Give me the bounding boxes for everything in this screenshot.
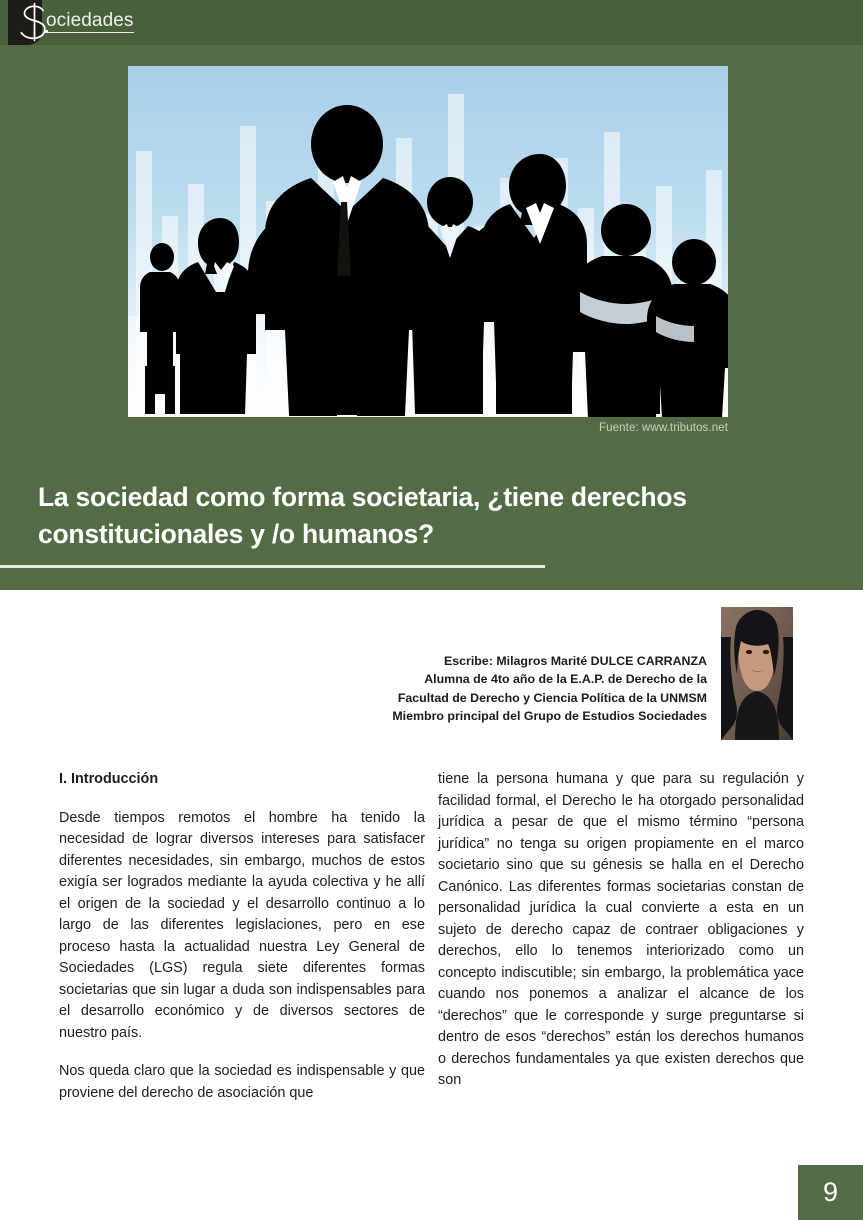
author-byline bbox=[300, 652, 707, 726]
people-silhouettes bbox=[128, 66, 728, 417]
author-portrait-graphic bbox=[721, 607, 793, 740]
paragraph: Desde tiempos remotos el hombre ha tenido la necesidad de lograr diversos intereses para satisfacer diferentes necesidades, sin embargo, muchos de estos exigía ser logrados mediante la ayuda colectiva y he allí el origen de la sociedad y el desarrollo continuo a lo largo de las diferentes legislaciones, pero en ese proceso hasta la actualidad nuestra Ley General de Sociedades (LGS) regula siete diferentes formas societarias que sin lugar a duda son indispensables para el desarrollo económico y de diversos sectores de nuestro país. bbox=[59, 809, 425, 1041]
masthead-panel bbox=[0, 0, 863, 590]
silhouette-woman-left bbox=[176, 218, 256, 414]
byline-line-1: Escribe: Milagros Marité DULCE CARRANZA bbox=[444, 654, 707, 668]
section-heading-introduccion: I. Introducción bbox=[59, 771, 159, 787]
byline-line-3: Facultad de Derecho y Ciencia Política de la UNMSM bbox=[397, 690, 707, 705]
brand-wordmark[interactable]: ociedades bbox=[46, 10, 134, 31]
article-title: La sociedad como forma societaria, ¿tiene derechos constitucionales y /o humanos? bbox=[38, 481, 687, 550]
paragraph: Nos queda claro que la sociedad es indispensable y que proviene del derecho de asociación que bbox=[59, 1063, 425, 1101]
silhouette-child bbox=[140, 243, 180, 414]
image-credit: Fuente: www.tributos.net bbox=[599, 422, 728, 434]
body-column-left bbox=[59, 769, 425, 1104]
headline-divider bbox=[0, 565, 545, 568]
author-photo bbox=[721, 607, 793, 740]
hero-illustration bbox=[128, 66, 728, 417]
byline-line-2: Alumna de 4to año de la E.A.P. de Derecho de la bbox=[424, 672, 707, 687]
page-number: 9 bbox=[798, 1165, 863, 1220]
body-column-right bbox=[438, 769, 804, 1092]
paragraph: tiene la persona humana y que para su regulación y facilidad formal, el Derecho le ha otorgado personalidad jurídica a pesar de que el mismo término “persona jurídica” no tenga su origen propiamente en el marco societario sino que su génesis se halla en el Derecho Canónico. Las diferentes formas societarias constan de personalidad jurídica la cual convierte a esta en un sujeto de derecho capaz de contraer obligaciones y derechos, ello lo tenemos interiorizado como un concepto indiscutible; sin embargo, la problemática yace cuando nos ponemos a analizar el alcance de los “derechos” que le corresponde y surge preguntarse si dentro de esos “derechos” están los derechos humanos o derechos fundamentales ya que existen derechos que son bbox=[438, 771, 804, 1089]
byline-line-4: Miembro principal del Grupo de Estudios Sociedades bbox=[392, 709, 707, 724]
